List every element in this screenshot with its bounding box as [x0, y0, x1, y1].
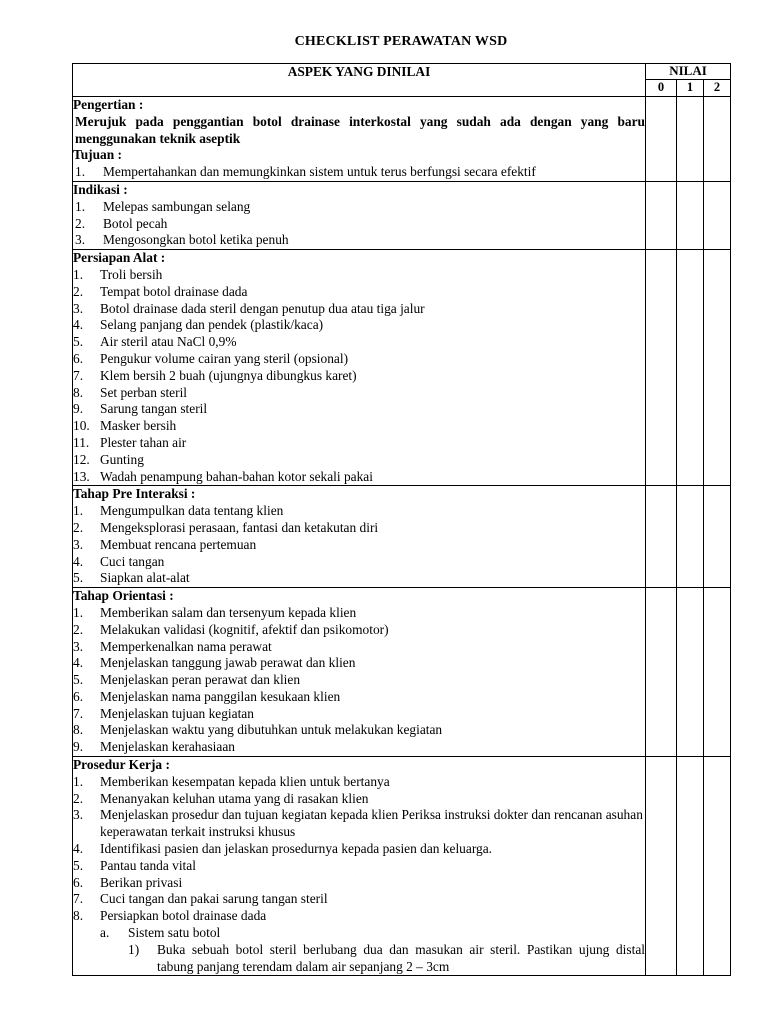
- list-item: 5. Pantau tanda vital: [73, 857, 196, 873]
- list-item: 1. Troli bersih: [73, 266, 163, 282]
- list-item: 1. Mengumpulkan data tentang klien: [73, 503, 284, 519]
- list-item: 7. Cuci tangan dan pakai sarung tangan steril: [73, 891, 328, 907]
- score-cell-0[interactable]: [646, 588, 677, 757]
- score-cell-0[interactable]: [646, 181, 677, 249]
- list-item: 6. Menjelaskan nama panggilan kesukaan klien: [73, 688, 341, 704]
- score-cell-1[interactable]: [677, 250, 704, 486]
- list-item: 4. Menjelaskan tanggung jawab perawat dan klien: [73, 655, 356, 671]
- score-header-2: 2: [704, 79, 731, 96]
- list-item: 1. Memberikan salam dan tersenyum kepada klien: [73, 604, 357, 620]
- list-item: 9. Sarung tangan steril: [73, 401, 208, 417]
- score-cell-1[interactable]: [677, 97, 704, 182]
- sub-sub-list-item: 1) Buka sebuah botol steril berlubang dua dan masukan air steril. Pastikan ujung distal tabung panjang terendam dalam air sepanjang 2 – 3cm: [128, 941, 645, 974]
- list-item: 5. Air steril atau NaCl 0,9%: [73, 334, 237, 350]
- section-title: Indikasi :: [73, 181, 128, 197]
- definition-text: Merujuk pada penggantian botol drainase interkostal yang sudah ada dengan yang baru menggunakan teknik aseptik: [75, 113, 645, 146]
- score-header-0: 0: [646, 79, 677, 96]
- list-item: 12. Gunting: [73, 451, 144, 467]
- list-item: 2. Tempat botol drainase dada: [73, 283, 248, 299]
- section-persiapan-alat: [73, 250, 731, 486]
- list-item: 2. Menanyakan keluhan utama yang di rasakan klien: [73, 790, 369, 806]
- list-item: 10. Masker bersih: [73, 418, 177, 434]
- score-cell-2[interactable]: [704, 250, 731, 486]
- list-item: 2. Botol pecah: [75, 215, 168, 231]
- list-item: 1. Mempertahankan dan memungkinkan sistem untuk terus berfungsi secara efektif: [75, 164, 536, 180]
- list-item: 2. Melakukan validasi (kognitif, afektif dan psikomotor): [73, 621, 389, 637]
- list-item: 6. Berikan privasi: [73, 874, 183, 890]
- list-item: 7. Menjelaskan tujuan kegiatan: [73, 705, 254, 721]
- score-cell-1[interactable]: [677, 181, 704, 249]
- score-cell-0[interactable]: [646, 486, 677, 588]
- list-item: 3. Membuat rencana pertemuan: [73, 536, 257, 552]
- list-item: 7. Klem bersih 2 buah (ujungnya dibungkus karet): [73, 367, 357, 383]
- list-item: 8. Persiapkan botol drainase dada: [73, 908, 267, 924]
- section-orientasi: [73, 588, 731, 757]
- list-item: 4. Cuci tangan: [73, 553, 165, 569]
- list-item: 4. Selang panjang dan pendek (plastik/kaca): [73, 317, 324, 333]
- section-title: Tahap Orientasi :: [73, 588, 174, 604]
- list-item: 6. Pengukur volume cairan yang steril (opsional): [73, 350, 349, 366]
- score-cell-2[interactable]: [704, 181, 731, 249]
- list-item: 3. Memperkenalkan nama perawat: [73, 638, 272, 654]
- score-header-1: 1: [677, 79, 704, 96]
- list-item: 3. Menjelaskan prosedur dan tujuan kegiatan kepada klien Periksa instruksi dokter dan rencanan asuhan keperawatan terkait instruksi khusus: [73, 807, 643, 840]
- section-title: Tujuan :: [73, 147, 123, 163]
- aspect-header: ASPEK YANG DINILAI: [73, 64, 646, 97]
- score-cell-1[interactable]: [677, 486, 704, 588]
- section-title: Prosedur Kerja :: [73, 757, 170, 773]
- list-item: 13. Wadah penampung bahan-bahan kotor sekali pakai: [73, 468, 373, 484]
- list-item: 5. Siapkan alat-alat: [73, 570, 190, 586]
- list-item: 11. Plester tahan air: [73, 434, 187, 450]
- list-item: 3. Mengosongkan botol ketika penuh: [75, 232, 289, 248]
- list-item: 1. Memberikan kesempatan kepada klien untuk bertanya: [73, 773, 390, 789]
- score-cell-0[interactable]: [646, 250, 677, 486]
- list-item: 3. Botol drainase dada steril dengan penutup dua atau tiga jalur: [73, 300, 425, 316]
- score-cell-2[interactable]: [704, 588, 731, 757]
- checklist-table: [72, 63, 731, 976]
- score-cell-2[interactable]: [704, 97, 731, 182]
- document-title: CHECKLIST PERAWATAN WSD: [294, 34, 508, 49]
- list-item: 4. Identifikasi pasien dan jelaskan prosedurnya kepada pasien dan keluarga.: [73, 841, 493, 857]
- score-cell-0[interactable]: [646, 757, 677, 976]
- score-cell-2[interactable]: [704, 486, 731, 588]
- section-title: Persiapan Alat :: [73, 250, 166, 266]
- score-cell-1[interactable]: [677, 588, 704, 757]
- list-item: 8. Set perban steril: [73, 384, 188, 400]
- section-title: Tahap Pre Interaksi :: [73, 486, 196, 502]
- list-item: 2. Mengeksplorasi perasaan, fantasi dan ketakutan diri: [73, 519, 379, 535]
- section-title: Pengertian :: [73, 97, 144, 112]
- section-pengertian: [73, 97, 731, 182]
- list-item: 8. Menjelaskan waktu yang dibutuhkan untuk melakukan kegiatan: [73, 722, 443, 738]
- section-indikasi: [73, 181, 731, 249]
- list-item: 5. Menjelaskan peran perawat dan klien: [73, 672, 301, 688]
- list-item: 1. Melepas sambungan selang: [75, 198, 251, 214]
- score-cell-1[interactable]: [677, 757, 704, 976]
- section-pre-interaksi: [73, 486, 731, 588]
- sub-list-item: a. Sistem satu botol: [100, 925, 221, 941]
- nilai-header: NILAI: [646, 64, 731, 80]
- score-cell-0[interactable]: [646, 97, 677, 182]
- list-item: 9. Menjelaskan kerahasiaan: [73, 739, 235, 755]
- section-prosedur-kerja: [73, 757, 731, 976]
- score-cell-2[interactable]: [704, 757, 731, 976]
